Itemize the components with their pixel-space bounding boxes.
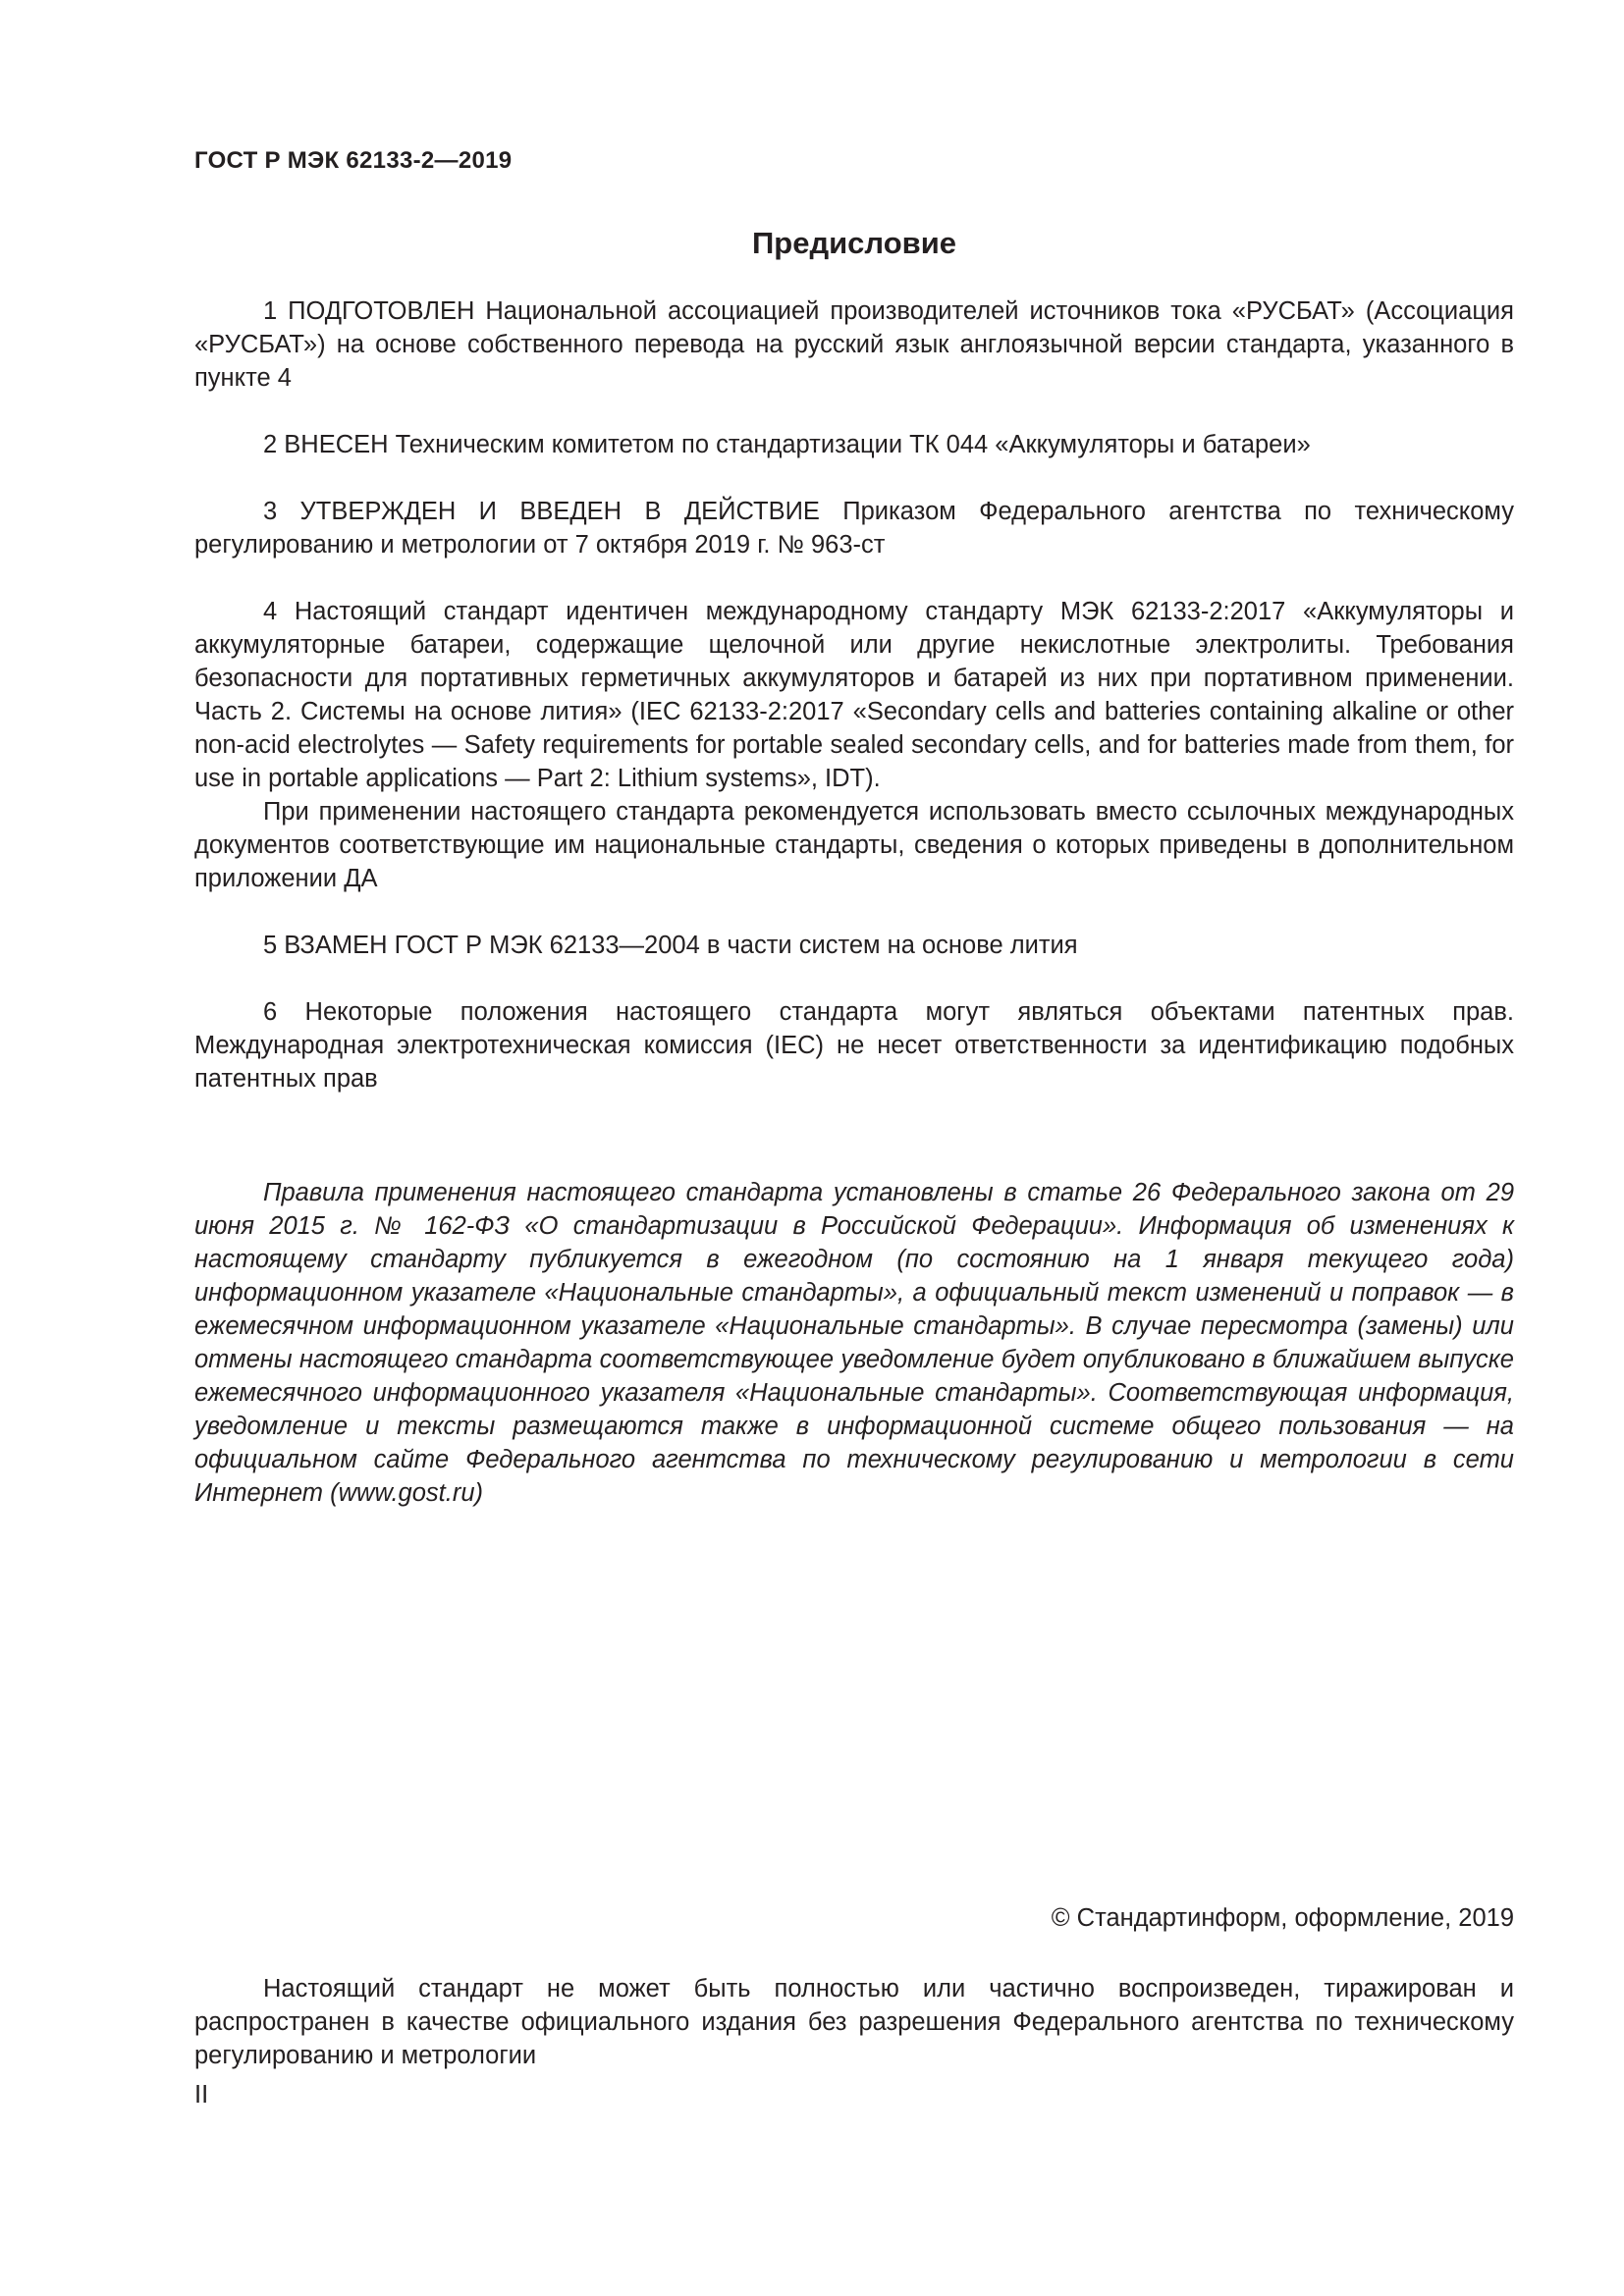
- application-rules-notice: Правила применения настоящего стандарта установлены в статье 26 Федерального закона от 29 июня 2015 г. № 162-ФЗ «О стандартизации в Российской Федерации». Информация об изменениях к настоящему стандарту публикуется в ежегодном (по состоянию на 1 января текущего года) информационном указателе «Национальные стандарты», а официальный текст изменений и поправок — в ежемесячном информационном указателе «Национальные стандарты». В случае пересмотра (замены) или отмены настоящего стандарта соответствующее уведомление будет опубликовано в ближайшем выпуске ежемесячного информационного указателя «Национальные стандарты». Соответствующая информация, уведомление и тексты размещаются также в информационной системе общего пользования — на официальном сайте Федерального агентства по техническому регулированию и метрологии в сети Интернет (www.gost.ru): [194, 1179, 1514, 1507]
- copyright-line: © Стандартинформ, оформление, 2019: [1051, 1904, 1514, 1932]
- foreword-item-6: 6 Некоторые положения настоящего стандарта могут являться объектами патентных прав. Международная электротехническая комиссия (IEC) не несет ответственности за идентификацию подобных патентных прав: [194, 998, 1514, 1093]
- foreword-item-1: 1 ПОДГОТОВЛЕН Национальной ассоциацией производителей источников тока «РУСБАТ» (Ассоциация «РУСБАТ») на основе собственного перевода на русский язык англоязычной версии стандарта, указанного в пункте 4: [194, 297, 1514, 392]
- foreword-item-3: 3 УТВЕРЖДЕН И ВВЕДЕН В ДЕЙСТВИЕ Приказом Федерального агентства по техническому регулированию и метрологии от 7 октября 2019 г. № 963-ст: [194, 498, 1514, 559]
- foreword-items: [194, 294, 1514, 1095]
- page-number: II: [194, 2081, 209, 2109]
- reproduction-notice: Настоящий стандарт не может быть полностью или частично воспроизведен, тиражирован и распространен в качестве официального издания без разрешения Федерального агентства по техническому регулированию и метрологии: [194, 1975, 1514, 2069]
- document-code-header: ГОСТ Р МЭК 62133-2—2019: [194, 147, 513, 174]
- foreword-item-2: 2 ВНЕСЕН Техническим комитетом по стандартизации ТК 044 «Аккумуляторы и батареи»: [263, 431, 1311, 458]
- foreword-item-5: 5 ВЗАМЕН ГОСТ Р МЭК 62133—2004 в части систем на основе лития: [263, 932, 1078, 959]
- foreword-item-4: 4 Настоящий стандарт идентичен международному стандарту МЭК 62133-2:2017 «Аккумуляторы и аккумуляторные батареи, содержащие щелочной или другие некислотные электролиты. Требования безопасности для портативных герметичных аккумуляторов и батарей из них при портативном применении. Часть 2. Системы на основе лития» (IEC 62133-2:2017 «Secondary cells and batteries containing alkaline or other non-acid electrolytes — Safety requirements for portable sealed secondary cells, and for batteries made from them, for use in portable applications — Part 2: Lithium systems», IDT).: [194, 598, 1514, 792]
- page-title: Предисловие: [751, 226, 956, 260]
- foreword-item-4-continuation: При применении настоящего стандарта рекомендуется использовать вместо ссылочных международных документов соответствующие им национальные стандарты, сведения о которых приведены в дополнительном приложении ДА: [194, 798, 1514, 892]
